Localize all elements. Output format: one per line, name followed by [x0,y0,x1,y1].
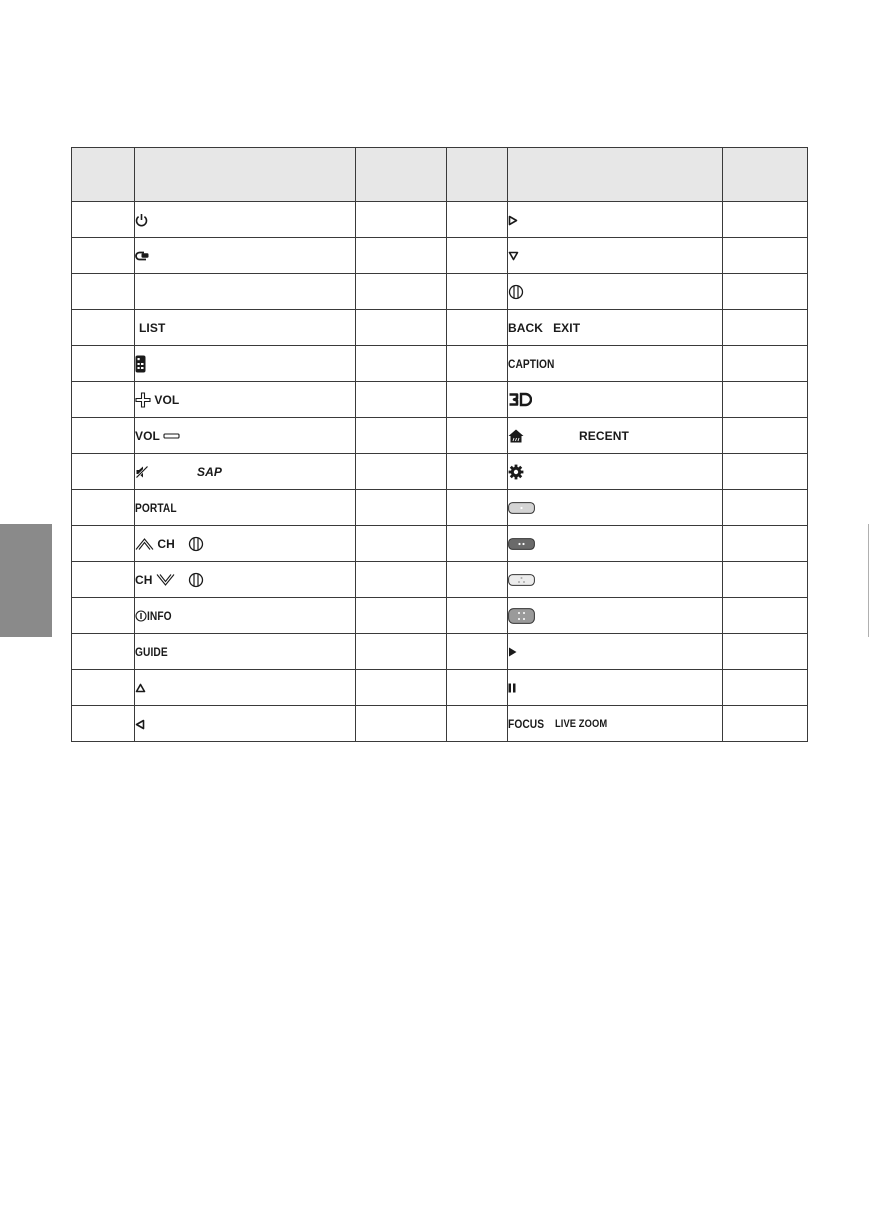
key-cell [508,382,723,418]
key-cell [508,706,723,742]
sap-label: SAP [197,464,222,479]
gear-icon [508,464,524,480]
table-row [72,670,808,706]
row-number [447,670,508,706]
row-number [72,526,135,562]
pause-icon [508,683,516,693]
row-number [447,706,508,742]
row-description [356,202,447,238]
3d-icon [508,392,532,407]
row-number [447,454,508,490]
row-number [447,526,508,562]
key-cell [135,418,356,454]
key-cell [508,598,723,634]
triangle-up-icon [135,683,146,693]
row-description [356,598,447,634]
table-header-row [72,148,808,202]
recent-label: RECENT [579,428,629,443]
color-button-yellow-icon [508,573,535,587]
key-cell [508,454,723,490]
table-row [72,634,808,670]
triangle-left-icon [135,719,145,730]
row-description [723,346,808,382]
row-number [72,346,135,382]
key-cell [135,238,356,274]
row-number [72,670,135,706]
home-icon [508,429,524,443]
focus-label: FOCUS [508,716,545,731]
color-button-green-icon [508,538,535,550]
row-number [447,274,508,310]
table-row [72,310,808,346]
table-row [72,454,808,490]
caption-label: CAPTION [508,356,555,371]
key-cell [508,526,723,562]
key-cell [508,274,723,310]
list-label: LIST [139,320,166,335]
page-icon [508,284,524,300]
ch-label: CH [157,536,175,551]
page-icon [188,536,204,552]
row-description [356,454,447,490]
key-cell [508,310,723,346]
plus-icon [135,392,151,408]
key-cell [135,274,356,310]
row-number [72,706,135,742]
key-cell [135,382,356,418]
chevron-down-icon [156,573,175,587]
key-cell [508,418,723,454]
header-no-left [72,148,135,202]
row-description [723,490,808,526]
row-description [356,238,447,274]
row-number [447,310,508,346]
row-description [723,670,808,706]
header-key-left [135,148,356,202]
key-cell [135,310,356,346]
key-cell [135,526,356,562]
row-description [356,382,447,418]
row-number [447,346,508,382]
table-row [72,598,808,634]
row-description [356,310,447,346]
row-description [723,634,808,670]
table-row [72,526,808,562]
key-cell [135,706,356,742]
row-description [723,418,808,454]
info-label: INFO [147,608,172,623]
input-icon [135,250,150,263]
row-number [72,562,135,598]
exit-label: EXIT [553,320,581,335]
section-side-tab [0,524,52,637]
key-cell [135,454,356,490]
key-cell [135,598,356,634]
power-icon [135,213,148,227]
table-row [72,346,808,382]
row-description [356,274,447,310]
key-cell [135,562,356,598]
header-key-right [508,148,723,202]
row-description [723,706,808,742]
key-cell [508,634,723,670]
vol-label: VOL [154,392,180,407]
key-cell [508,238,723,274]
row-description [356,562,447,598]
row-description [723,526,808,562]
row-description [356,526,447,562]
row-number [72,634,135,670]
play-icon [508,647,517,657]
table-row [72,418,808,454]
row-description [723,310,808,346]
minus-icon [163,432,180,440]
key-cell [135,202,356,238]
header-desc-right [723,148,808,202]
key-cell [508,202,723,238]
row-number [72,310,135,346]
color-button-blue-icon [508,608,535,624]
row-description [723,598,808,634]
row-description [723,454,808,490]
row-number [72,274,135,310]
row-number [72,418,135,454]
key-cell [508,562,723,598]
row-number [72,238,135,274]
row-number [72,454,135,490]
table-row [72,382,808,418]
table-row [72,562,808,598]
row-description [723,238,808,274]
row-number [447,490,508,526]
portal-label: PORTAL [135,500,177,515]
live-zoom-label: LIVE ZOOM [554,717,607,730]
row-description [723,562,808,598]
row-number [447,562,508,598]
key-cell [135,634,356,670]
row-number [72,202,135,238]
key-cell [135,670,356,706]
table-row [72,238,808,274]
vol-label: VOL [135,428,160,443]
info-icon [135,610,147,622]
row-number [447,598,508,634]
back-label: BACK [508,320,544,335]
guide-label: GUIDE [135,644,168,659]
row-description [356,706,447,742]
table-row [72,274,808,310]
row-number [447,418,508,454]
mute-icon [135,465,149,479]
header-desc-left [356,148,447,202]
row-description [356,490,447,526]
remote-key-table [71,147,808,742]
row-number [447,634,508,670]
row-description [723,202,808,238]
table-row [72,706,808,742]
row-description [356,418,447,454]
key-cell [508,670,723,706]
key-cell [508,346,723,382]
row-number [447,382,508,418]
row-number [72,598,135,634]
page-icon [188,572,204,588]
table-row [72,202,808,238]
row-number [72,382,135,418]
quick-menu-icon [135,355,146,373]
key-cell [135,490,356,526]
row-description [723,382,808,418]
chevron-up-icon [135,537,154,551]
ch-label: CH [135,572,153,587]
key-cell [508,490,723,526]
row-description [723,274,808,310]
row-description [356,670,447,706]
row-number [447,202,508,238]
row-number [447,238,508,274]
row-description [356,634,447,670]
color-button-red-icon [508,502,535,514]
header-no-right [447,148,508,202]
triangle-right-icon [508,215,518,226]
table-row [72,490,808,526]
key-cell [135,346,356,382]
row-number [72,490,135,526]
triangle-down-icon [508,251,519,261]
row-description [356,346,447,382]
